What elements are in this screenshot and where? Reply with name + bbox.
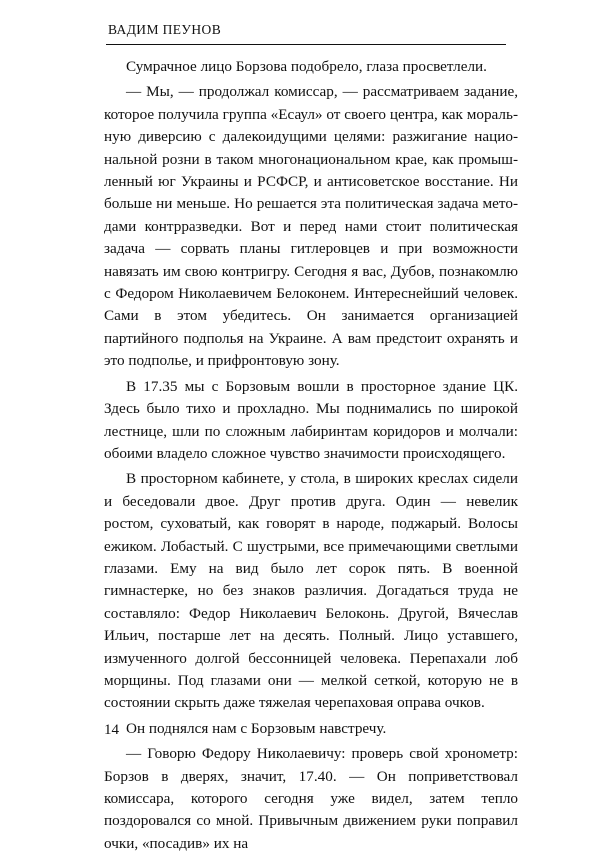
body-text: [104, 56, 518, 855]
page-number: 14: [104, 722, 119, 738]
header-rule: [106, 44, 506, 45]
running-head-author: ВАДИМ ПЕУНОВ: [108, 22, 222, 37]
paragraph: В 17.35 мы с Борзовым вошли в просторное здание ЦК. Здесь было тихо и прохладно. Мы поднимались по широкой лестнице, шли по сложным лабиринтам коридоров и молчали: обоими владело сложное чувство значимости происходящего.: [104, 377, 518, 462]
paragraph: — Мы, — продолжал комиссар, — рассматриваем задание, которое получила группа «Есаул» от своего центра, как моральную диверсию с далекоидущими целями: разжигание национальной розни в таком многонациональном крае, как промышленный юг Украины и РСФСР, и антисоветское восстание. Ни больше ни меньше. Но решается эта политическая задача методами контрразведки. Вот и перед нами стоит политическая задача — сорвать планы гитлеровцев и при возможности навязать им свою контригру. Сегодня я вас, Дубов, познакомлю с Федором Николаевичем Белоконем. Интереснейший человек. Сами в этом убедитесь. Он занимается организацией партийного подполья на Украине. А вам предстоит охранять и это подполье, и прифронтовую зону.: [104, 83, 518, 370]
paragraph: Он поднялся нам с Борзовым навстречу.: [126, 719, 387, 737]
paragraph: — Говорю Федору Николаевичу: проверь свой хронометр: Борзов в дверях, значит, 17.40. — Он поприветствовал комиссара, которого сегодня уже видел, затем тепло поздоровался со мной. Привычным движением руки поправил очки, «посадив» их на: [104, 745, 518, 852]
paragraph: Сумрачное лицо Борзова подобрело, глаза просветлели.: [126, 58, 487, 75]
paragraph: В просторном кабинете, у стола, в широких креслах сидели и беседовали двое. Друг против друга. Один — невелик ростом, суховатый, как говорят в народе, поджарый. Волосы ежиком. Лобастый. С шустрыми, все примечающими светлыми глазами. Ему на вид было лет сорок пять. В военной гимнастерке, но без знаков различия. Догадаться труда не составляло: Федор Николаевич Белоконь. Другой, Вячеслав Ильич, постарше лет на десять. Полный. Лицо уставшего, измученного долгой бессонницей человека. Перепахали лоб морщины. Под глазами они — мелкой сеткой, которую не в состоянии скрыть даже тяжелая черепаховая оправа очков.: [104, 470, 518, 712]
